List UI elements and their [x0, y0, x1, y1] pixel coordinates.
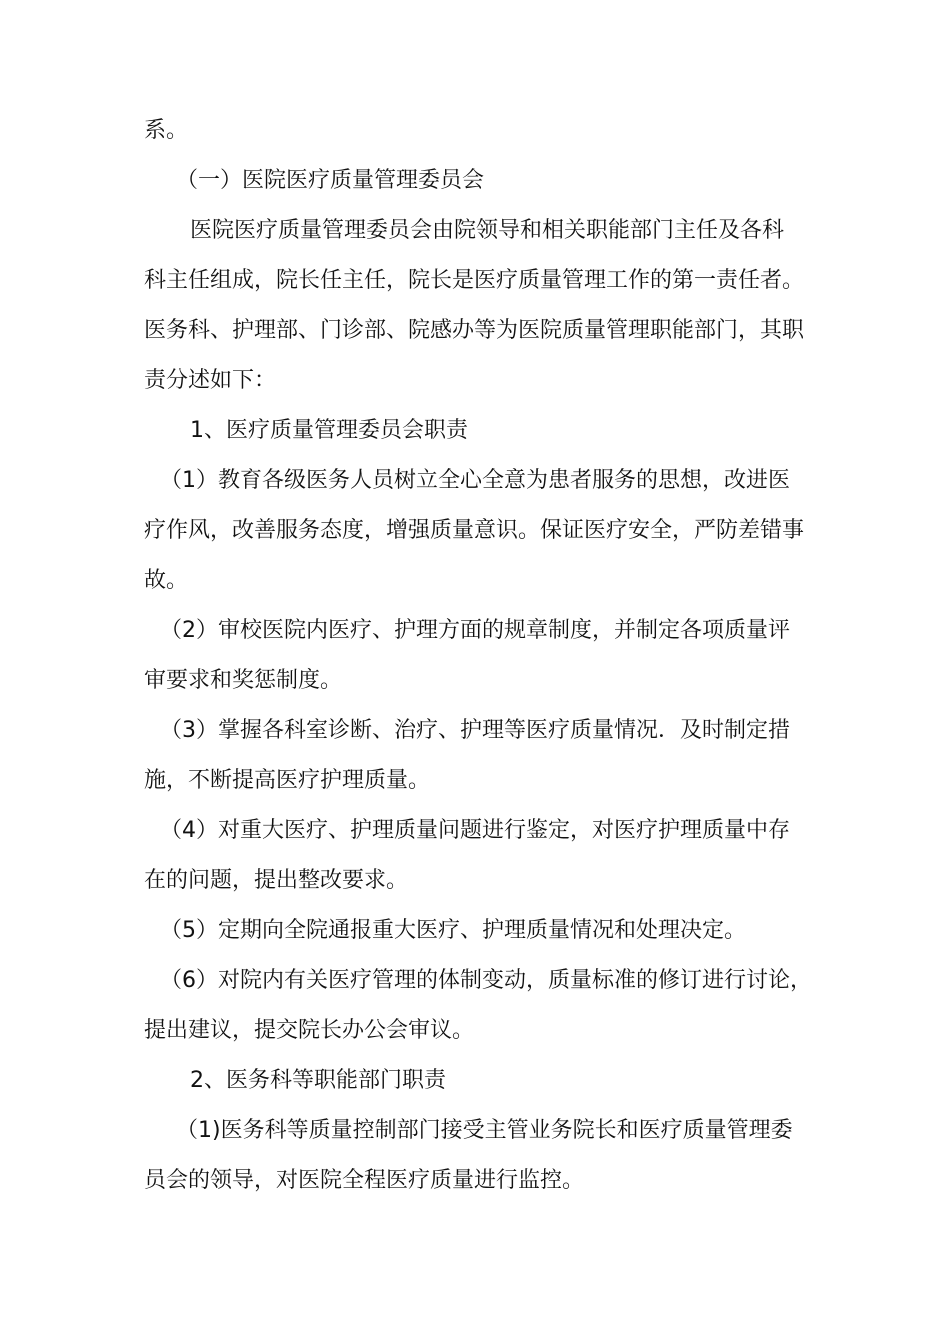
paragraph-line: 医院医疗质量管理委员会由院领导和相关职能部门主任及各科 — [190, 218, 785, 243]
list-item-line: （2）审校医院内医疗、护理方面的规章制度，并制定各项质量评 — [160, 618, 790, 643]
list-item-line: （3）掌握各科室诊断、治疗、护理等医疗质量情况．及时制定措 — [160, 718, 790, 743]
paragraph-line: 医务科、护理部、门诊部、院感办等为医院质量管理职能部门，其职 — [144, 318, 805, 343]
list-item-line: 提出建议，提交院长办公会审议。 — [144, 1018, 475, 1043]
list-item-line: （6）对院内有关医疗管理的体制变动，质量标准的修订进行讨论， — [160, 968, 812, 993]
list-item-line: 故。 — [144, 568, 189, 593]
list-item-line: 员会的领导，对医院全程医疗质量进行监控。 — [144, 1168, 585, 1193]
list-item-line: 在的问题，提出整改要求。 — [144, 868, 409, 893]
list-item-line: 施，不断提高医疗护理质量。 — [144, 768, 431, 793]
subsection-heading: 1、医疗质量管理委员会职责 — [190, 418, 468, 443]
list-item-line: （5）定期向全院通报重大医疗、护理质量情况和处理决定。 — [160, 918, 746, 943]
list-item-line: 审要求和奖惩制度。 — [144, 668, 343, 693]
list-item-line: （1）教育各级医务人员树立全心全意为患者服务的思想，改进医 — [160, 468, 790, 493]
paragraph-line: 系。 — [144, 118, 189, 143]
list-item-line: 疗作风，改善服务态度，增强质量意识。保证医疗安全，严防差错事 — [144, 518, 805, 543]
list-item-line: （4）对重大医疗、护理质量问题进行鉴定，对医疗护理质量中存 — [160, 818, 790, 843]
section-heading: （一）医院医疗质量管理委员会 — [176, 168, 485, 193]
list-item-line: （1)医务科等质量控制部门接受主管业务院长和医疗质量管理委 — [176, 1118, 793, 1143]
paragraph-line: 科主任组成，院长任主任，院长是医疗质量管理工作的第一责任者。 — [144, 268, 805, 293]
paragraph-line: 责分述如下： — [144, 368, 277, 393]
subsection-heading: 2、医务科等职能部门职责 — [190, 1068, 446, 1093]
